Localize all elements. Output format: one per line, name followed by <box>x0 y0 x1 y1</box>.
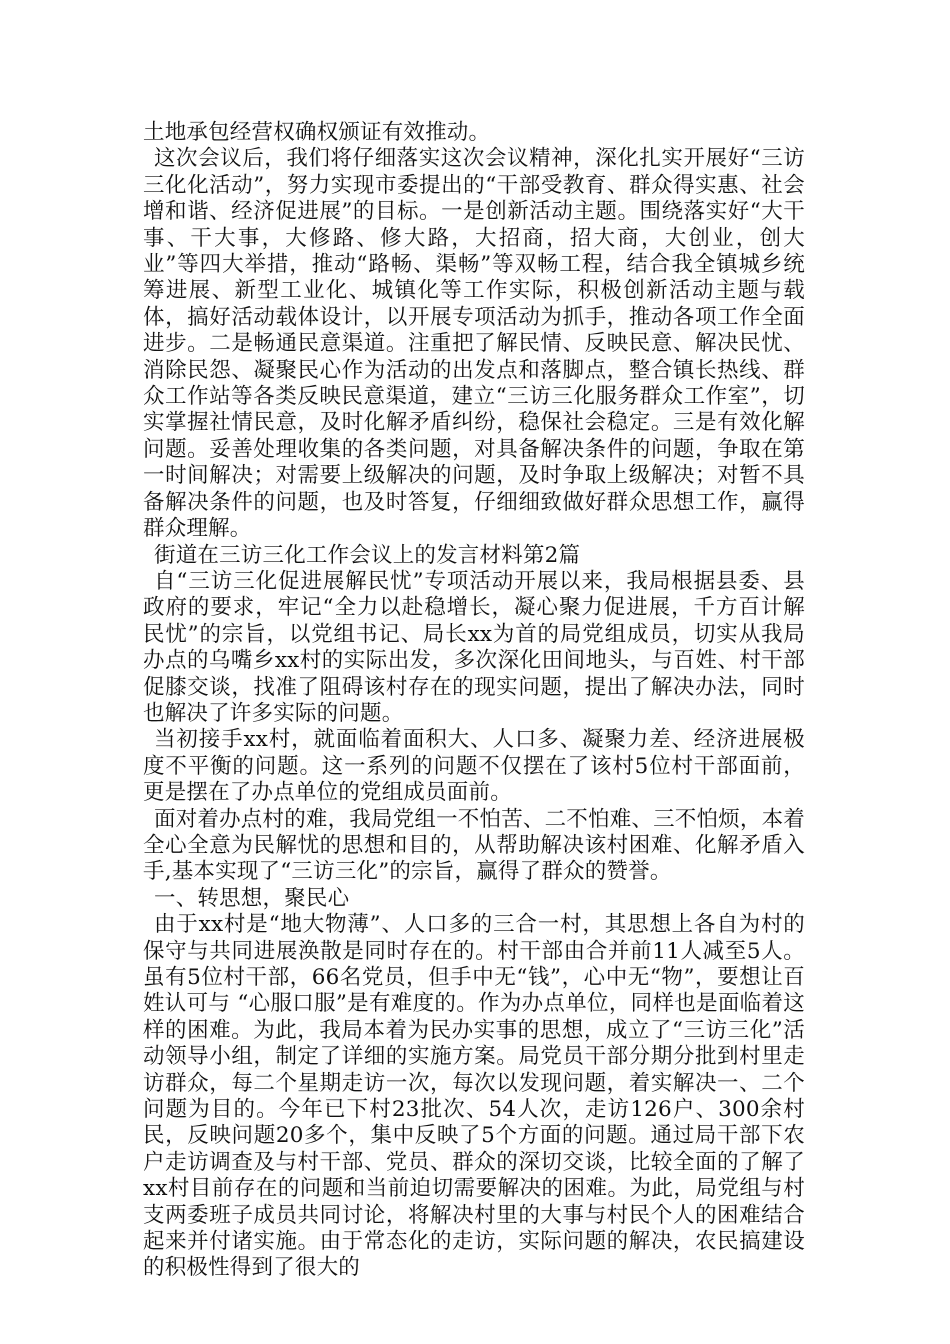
paragraph-village-situation: 由于xx村是“地大物薄”、人口多的三合一村，其思想上各自为村的保守与共同进展涣散是同时存在的。村干部由合并前11人减至5人。虽有5位村干部，66名党员，但手中无“钱”，心中无“物”，要想让百姓认可与 “心服口服”是有难度的。作为办点单位，同样也是面临着这样的困难。为此，我局本着为民办实事的思想，成立了“三访三化”活动领导小组，制定了详细的实施方案。局党员干部分期分批到村里走访群众，每二个星期走访一次，每次以发现问题，着实解决一、二个问题为目的。今年已下村23批次、54人次，走访126户、300余村民，反映问题20多个，集中反映了5个方面的问题。通过局干部下农户走访调查及与村干部、党员、群众的深切交谈，比较全面的了解了xx村目前存在的问题和当前迫切需要解决的困难。为此，局党组与村支两委班子成员共同讨论，将解决村里的大事与村民个人的困难结合起来并付诸实施。由于常态化的走访，实际问题的解决，农民搞建设的积极性得到了很大的 <box>143 912 805 1281</box>
paragraph-land-contract: 土地承包经营权确权颁证有效推动。 <box>143 120 491 145</box>
paragraph-party-response: 面对着办点村的难，我局党组一不怕苦、二不怕难、三不怕烦，本着全心全意为民解忧的思想和目的，从帮助解决该村困难、化解矛盾入手,基本实现了“三访三化”的宗旨，赢得了群众的赞誉。 <box>143 806 806 885</box>
section-heading-part-2: 街道在三访三化工作会议上的发言材料第2篇 <box>154 542 581 568</box>
paragraph-campaign-intro: 自“三访三化促进展解民忧”专项活动开展以来，我局根据县委、县政府的要求，牢记“全力以赴稳增长，凝心聚力促进展，千方百计解民忧”的宗旨，以党组书记、局长xx为首的局党组成员，切实从我局办点的乌嘴乡xx村的实际出发，多次深化田间地头，与百姓、村干部促膝交谈，找准了阻碍该村存在的现实问题，提出了解决办法，同时也解决了许多实际的问题。 <box>143 568 805 726</box>
section-heading-change-thinking: 一、转思想，聚民心 <box>154 885 350 911</box>
paragraph-village-problems: 当初接手xx村，就面临着面积大、人口多、凝聚力差、经济进展极度不平衡的问题。这一系列的问题不仅摆在了该村5位村干部面前，更是摆在了办点单位的党组成员面前。 <box>143 727 805 806</box>
paragraph-meeting-implementation: 这次会议后，我们将仔细落实这次会议精神，深化扎实开展好“三访三化化活动”，努力实现市委提出的“干部受教育、群众得实惠、社会增和谐、经济促进展”的目标。一是创新活动主题。围绕落实好“大干事、干大事，大修路、修大路，大招商，招大商，大创业，创大业”等四大举措，推动“路畅、渠畅”等双畅工程，结合我全镇城乡统筹进展、新型工业化、城镇化等工作实际，积极创新活动主题与载体，搞好活动载体设计，以开展专项活动为抓手，推动各项工作全面进步。二是畅通民意渠道。注重把了解民情、反映民意、解决民忧、消除民怨、凝聚民心作为活动的出发点和落脚点，整合镇长热线、群众工作站等各类反映民意渠道，建立“三访三化服务群众工作室”，切实掌握社情民意，及时化解矛盾纠纷，稳保社会稳定。三是有效化解问题。妥善处理收集的各类问题，对具备解决条件的问题，争取在第一时间解决；对需要上级解决的问题，及时争取上级解决；对暂不具备解决条件的问题，也及时答复，仔细细致做好群众思想工作，赢得群众理解。 <box>143 146 805 542</box>
document-body <box>143 120 805 1282</box>
